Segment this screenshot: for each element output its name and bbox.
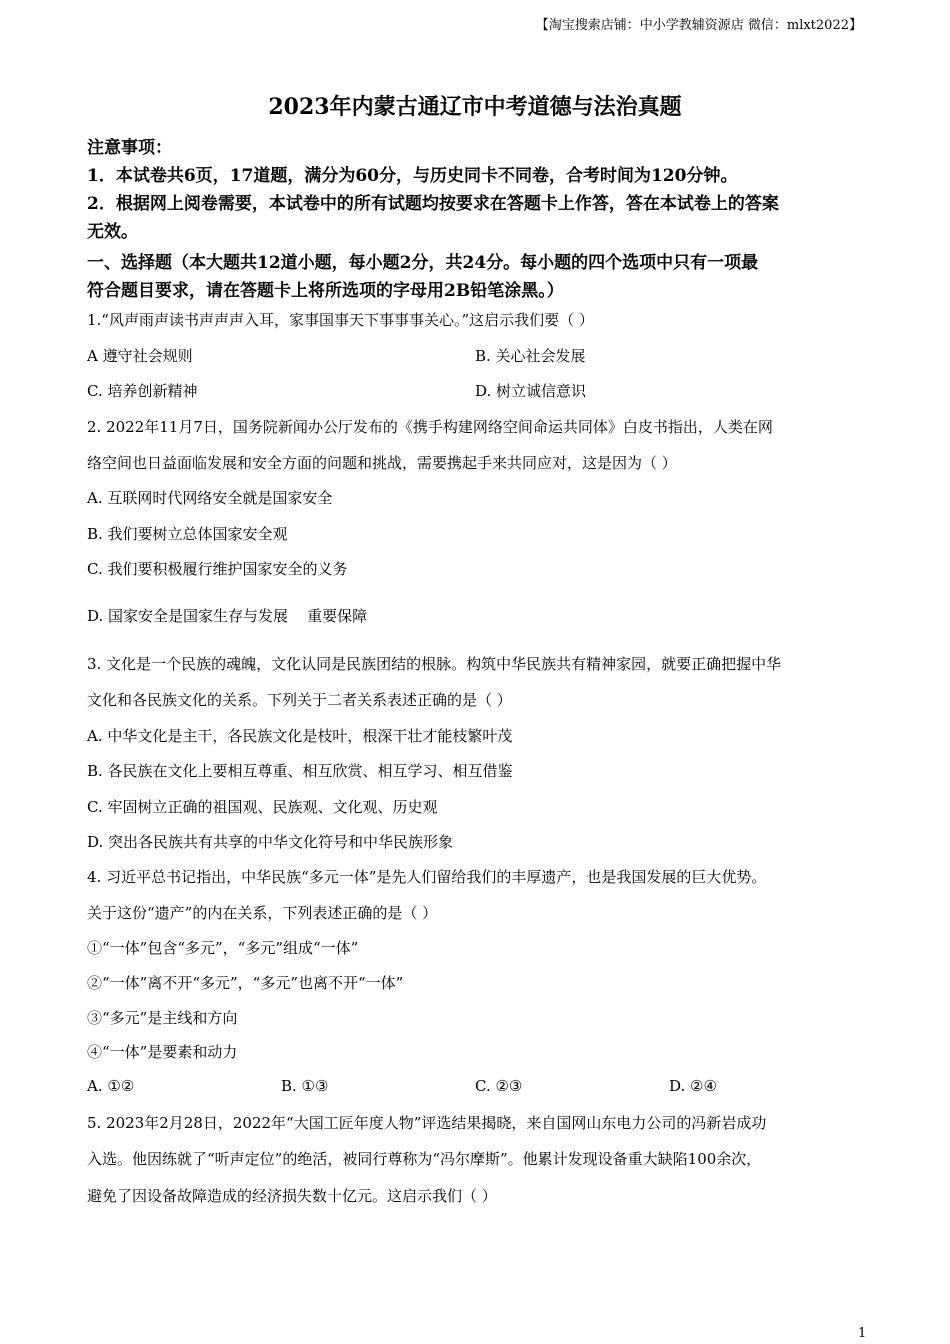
q2-option-c: C. 我们要积极履行维护国家安全的义务 <box>87 560 348 578</box>
notice-heading: 注意事项： <box>87 138 172 158</box>
question-4-stem-line-2: 关于这份“遗产”的内在关系，下列表述正确的是（ ） <box>87 904 438 922</box>
q3-option-c: C. 牢固树立正确的祖国观、民族观、文化观、历史观 <box>87 798 438 816</box>
section-heading-line-1: 一、选择题（本大题共12道小题，每小题2分，共24分。每小题的四个选项中只有一项最 <box>87 253 759 273</box>
question-4-stem-line-1: 4. 习近平总书记指出，中华民族“多元一体”是先人们留给我们的丰厚遗产，也是我国发展的巨大优势。 <box>87 868 767 886</box>
q3-option-d: D. 突出各民族共有共享的中华文化符号和中华民族形象 <box>87 833 454 851</box>
question-3-stem-line-1: 3. 文化是一个民族的魂魄，文化认同是民族团结的根脉。构筑中华民族共有精神家园，就要正确把握中华 <box>87 655 782 673</box>
q1-option-a: A 遵守社会规则 <box>87 347 193 365</box>
q3-option-a: A. 中华文化是主干，各民族文化是枝叶，根深干壮才能枝繁叶茂 <box>87 727 513 745</box>
question-5-stem-line-2: 入选。他因练就了“听声定位”的绝活，被同行尊称为“冯尔摩斯”。他累计发现设备重大缺陷100余次， <box>87 1150 762 1168</box>
question-3-stem-line-2: 文化和各民族文化的关系。下列关于二者关系表述正确的是（ ） <box>87 691 512 709</box>
notice-section <box>87 134 867 246</box>
question-2-stem-line-2: 络空间也日益面临发展和安全方面的问题和挑战，需要携起手来共同应对，这是因为（ ） <box>87 454 677 472</box>
q4-option-a: A. ①② <box>87 1077 135 1095</box>
q4-statement-2: ②“一体”离不开“多元”，“多元”也离不开“一体” <box>87 974 404 992</box>
q1-option-c: C. 培养创新精神 <box>87 382 198 400</box>
q1-option-d: D. 树立诚信意识 <box>475 382 587 400</box>
q4-option-c: C. ②③ <box>475 1077 523 1095</box>
q2-option-a: A. 互联网时代网络安全就是国家安全 <box>87 489 333 507</box>
q3-option-b: B. 各民族在文化上要相互尊重、相互欣赏、相互学习、相互借鉴 <box>87 762 513 780</box>
page-number: 1 <box>858 1326 867 1341</box>
q4-statement-1: ①“一体”包含“多元”，“多元”组成“一体” <box>87 939 359 957</box>
section-heading <box>87 249 867 305</box>
q4-statement-4: ④“一体”是要素和动力 <box>87 1043 238 1061</box>
q2-option-d: D. 国家安全是国家生存与发展 重要保障 <box>87 607 368 625</box>
notice-item-2-cont: 无效。 <box>87 222 138 242</box>
question-5-stem-line-1: 5. 2023年2月28日，2022年“大国工匠年度人物”评选结果揭晓，来自国网山东电力公司的冯新岩成功 <box>87 1114 767 1132</box>
notice-item-1: 1．本试卷共6页，17道题，满分为60分，与历史同卡不同卷，合考时间为120分钟。 <box>87 166 738 186</box>
question-5-stem-line-3: 避免了因设备故障造成的经济损失数十亿元。这启示我们（ ） <box>87 1187 497 1205</box>
q4-option-b: B. ①③ <box>281 1077 329 1095</box>
section-heading-line-2: 符合题目要求，请在答题卡上将所选项的字母用2B铅笔涂黑。） <box>87 281 564 301</box>
q4-option-d: D. ②④ <box>669 1077 717 1095</box>
q2-option-b: B. 我们要树立总体国家安全观 <box>87 525 288 543</box>
question-1-stem: 1.“风声雨声读书声声声入耳，家事国事天下事事事关心。”这启示我们要（ ） <box>87 311 594 329</box>
q4-statement-3: ③“多元”是主线和方向 <box>87 1009 238 1027</box>
question-2-stem-line-1: 2. 2022年11月7日，国务院新闻办公厅发布的《携手构建网络空间命运共同体》白皮书指出，人类在网 <box>87 418 773 436</box>
exam-title: 2023年内蒙古通辽市中考道德与法治真题 <box>268 94 682 120</box>
header-note: 【淘宝搜索店铺：中小学教辅资源店 微信：mlxt2022】 <box>535 18 862 33</box>
notice-item-2: 2．根据网上阅卷需要，本试卷中的所有试题均按要求在答题卡上作答，答在本试卷上的答案 <box>87 194 779 214</box>
q1-option-b: B. 关心社会发展 <box>475 347 586 365</box>
